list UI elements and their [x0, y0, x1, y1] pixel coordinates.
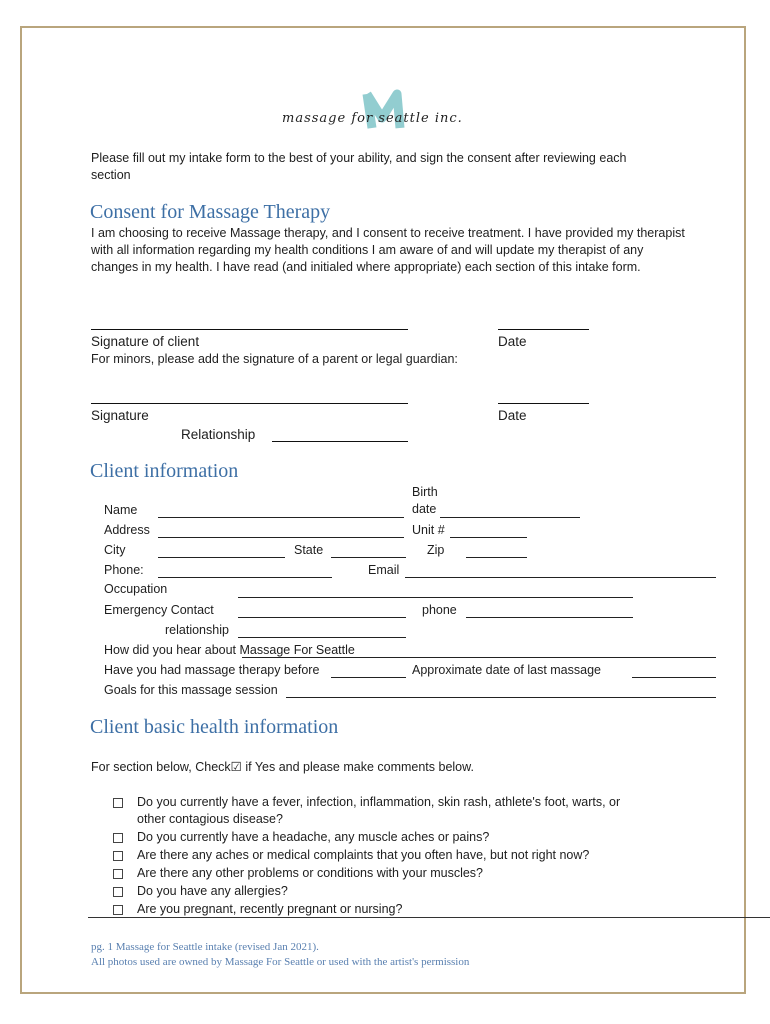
question-text: Are you pregnant, recently pregnant or nursing? — [137, 902, 403, 916]
list-item — [113, 901, 633, 918]
list-item — [113, 883, 633, 900]
email-field[interactable] — [405, 577, 716, 578]
intro-text: Please fill out my intake form to the best of your ability, and sign the consent after reviewing each section — [91, 151, 627, 182]
unit-label: Unit # — [412, 523, 445, 537]
consent-heading: Consent for Massage Therapy — [90, 201, 331, 223]
list-item — [113, 847, 633, 864]
address-field[interactable] — [158, 537, 404, 538]
footer-photo-credit: All photos used are owned by Massage For Seattle or used with the artist's permission — [91, 956, 470, 968]
question-text: Are there any aches or medical complaints that you often have, but not right now? — [137, 848, 590, 862]
goals-field[interactable] — [286, 697, 716, 698]
emergency-phone-label: phone — [422, 603, 457, 617]
pregnancy-checkbox[interactable] — [113, 905, 123, 915]
health-heading: Client basic health information — [90, 716, 339, 738]
name-label: Name — [104, 503, 138, 517]
referral-label: How did you hear about Massage For Seattle — [104, 643, 355, 657]
emergency-contact-label: Emergency Contact — [104, 603, 214, 617]
occupation-field[interactable] — [238, 597, 633, 598]
last-massage-field[interactable] — [632, 677, 716, 678]
guardian-date-line[interactable] — [498, 403, 589, 404]
list-item — [113, 794, 633, 828]
health-question-list — [113, 794, 633, 918]
question-text: Do you currently have a fever, infection, inflammation, skin rash, athlete's foot, warts, or other contagious disease? — [137, 795, 621, 826]
emergency-phone-field[interactable] — [466, 617, 633, 618]
client-date-line[interactable] — [498, 329, 589, 330]
guardian-date-label: Date — [498, 408, 527, 423]
logo — [270, 88, 500, 140]
aches-checkbox[interactable] — [113, 851, 123, 861]
question-text: Do you currently have a headache, any muscle aches or pains? — [137, 830, 490, 844]
muscle-problems-checkbox[interactable] — [113, 869, 123, 879]
list-item — [113, 865, 633, 882]
last-massage-label: Approximate date of last massage — [412, 663, 601, 677]
consent-body: I am choosing to receive Massage therapy, and I consent to receive treatment. I have provided my therapist with all information regarding my health conditions I am aware of and will update my therapist of any changes in my health. I have read (and initialed where appropriate) each section of this intake form. — [91, 226, 685, 274]
allergies-checkbox[interactable] — [113, 887, 123, 897]
birth-date-label: date — [412, 502, 437, 516]
emergency-relationship-label: relationship — [165, 623, 229, 637]
minors-note: For minors, please add the signature of a parent or legal guardian: — [91, 352, 458, 366]
client-signature-line[interactable] — [91, 329, 408, 330]
name-field[interactable] — [158, 517, 404, 518]
guardian-relationship-line[interactable] — [272, 441, 408, 442]
date-label: Date — [498, 334, 527, 349]
city-label: City — [104, 543, 126, 557]
state-label: State — [294, 543, 324, 557]
question-text: Do you have any allergies? — [137, 884, 288, 898]
question-text: Are there any other problems or conditions with your muscles? — [137, 866, 483, 880]
list-item — [113, 829, 633, 846]
client-info-heading: Client information — [90, 460, 239, 482]
footer-divider — [88, 917, 770, 918]
email-label: Email — [368, 563, 400, 577]
footer-page-info: pg. 1 Massage for Seattle intake (revised Jan 2021). — [91, 941, 319, 953]
fever-checkbox[interactable] — [113, 798, 123, 808]
prior-massage-field[interactable] — [331, 677, 406, 678]
phone-label: Phone: — [104, 563, 144, 577]
address-label: Address — [104, 523, 150, 537]
zip-field[interactable] — [466, 557, 527, 558]
headache-checkbox[interactable] — [113, 833, 123, 843]
goals-label: Goals for this massage session — [104, 683, 278, 697]
health-instruction: For section below, Check☑ if Yes and please make comments below. — [91, 760, 474, 774]
emergency-relationship-field[interactable] — [238, 637, 406, 638]
relationship-label: Relationship — [181, 427, 256, 442]
emergency-contact-field[interactable] — [238, 617, 406, 618]
guardian-signature-label: Signature — [91, 408, 149, 423]
prior-massage-label: Have you had massage therapy before — [104, 663, 320, 677]
unit-field[interactable] — [450, 537, 527, 538]
signature-label: Signature of client — [91, 334, 200, 349]
phone-field[interactable] — [158, 577, 332, 578]
logo-text: massage for seattle inc. — [282, 111, 463, 126]
zip-label: Zip — [427, 543, 445, 557]
city-field[interactable] — [158, 557, 285, 558]
birth-label: Birth — [412, 485, 438, 499]
occupation-label: Occupation — [104, 582, 168, 596]
guardian-signature-line[interactable] — [91, 403, 408, 404]
birth-date-field[interactable] — [440, 517, 580, 518]
referral-field[interactable] — [242, 657, 716, 658]
state-field[interactable] — [331, 557, 406, 558]
